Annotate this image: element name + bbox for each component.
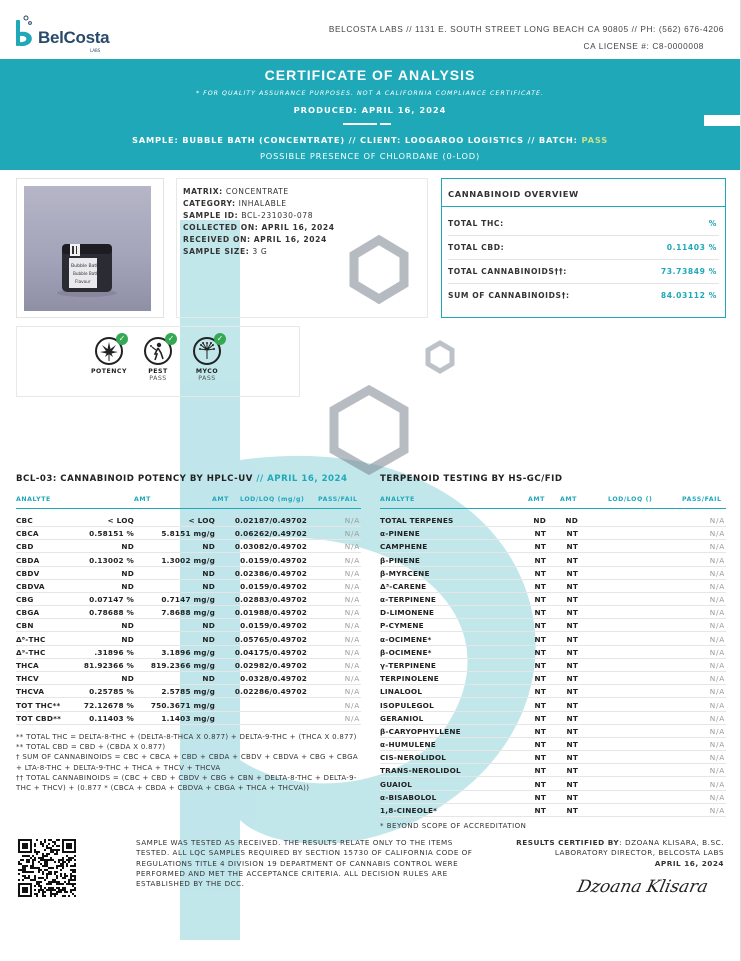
terpene-cell-amt1: NT	[534, 555, 546, 565]
badge-potency: ✓ POTENCY	[91, 334, 127, 375]
potency-cell-lodloq: 0.03082/0.49702	[234, 542, 307, 552]
logo-mark-icon	[14, 14, 36, 48]
terpene-row	[380, 778, 726, 791]
potency-row	[16, 593, 361, 606]
terpene-row	[380, 804, 726, 817]
terpene-cell-analyte: β-MYRCENE	[380, 568, 430, 578]
terpene-cell-analyte: LINALOOL	[380, 687, 423, 697]
terpene-cell-amt1: NT	[534, 581, 546, 591]
test-statement: SAMPLE WAS TESTED AS RECEIVED. THE RESULTS RELATE ONLY TO THE ITEMS TESTED. ALL LQC SAMPLES REQUIRED BY SECTION 15730 OF CALIFORNIA CODE OF REGULATIONS TITLE 4 DIVISION 19 DEPARTMENT OF CANNABIS CONTROL WERE PERFORMED AND MET THE ACCEPTANCE CRITERIA. ALL DECISION RULES ARE ESTABLISHED BY THE DCC.	[136, 838, 473, 889]
terpene-cell-passfail: N/A	[709, 581, 725, 591]
potency-cell-lodloq: 0.02883/0.49702	[234, 595, 307, 605]
batch-status: PASS	[581, 135, 609, 145]
certificate-title: CERTIFICATE OF ANALYSIS	[264, 67, 476, 83]
terpene-row	[380, 527, 726, 540]
terpene-cell-amt2: NT	[566, 634, 578, 644]
terpene-cell-passfail: N/A	[709, 555, 725, 565]
terpene-cell-amt1: NT	[534, 740, 546, 750]
jar-label-2: Bubble Bath	[73, 271, 99, 276]
potency-cell-lodloq: 0.0159/0.49702	[240, 555, 307, 565]
potency-cell-pct: 0.07147 %	[89, 595, 134, 605]
terpene-cell-amt1: NT	[534, 726, 546, 736]
terpene-cell-analyte: γ-TERPINENE	[380, 660, 437, 670]
terpene-row	[380, 712, 726, 725]
sample-metadata	[176, 178, 428, 318]
banner-separator	[343, 123, 391, 125]
potency-cell-analyte: CBN	[16, 621, 34, 631]
potency-cell-mgg: ND	[202, 581, 215, 591]
potency-cell-analyte: CBDVA	[16, 581, 45, 591]
sample-photo	[24, 186, 151, 311]
terpene-cell-amt1: NT	[534, 595, 546, 605]
terpene-cell-analyte: α-BISABOLOL	[380, 792, 437, 802]
potency-cell-mgg: 5.8151 mg/g	[161, 529, 215, 539]
potency-row	[16, 619, 361, 632]
potency-row	[16, 672, 361, 685]
terpene-cell-analyte: Δ³-CARENE	[380, 581, 427, 591]
potency-row	[16, 540, 361, 553]
qr-code[interactable]	[18, 839, 76, 897]
terpene-cell-passfail: N/A	[709, 595, 725, 605]
terpene-cell-amt2: NT	[566, 529, 578, 539]
potency-cell-lodloq: 0.05765/0.49702	[234, 634, 307, 644]
terpene-cell-passfail: N/A	[709, 660, 725, 670]
overview-total-cbd: TOTAL CBD: 0.11403 %	[448, 243, 717, 252]
terpene-cell-amt2: NT	[566, 621, 578, 631]
terpene-cell-analyte: α-PINENE	[380, 529, 420, 539]
terpene-row	[380, 659, 726, 672]
potency-cell-passfail: N/A	[344, 674, 360, 684]
overview-title: CANNABINOID OVERVIEW	[448, 189, 579, 199]
potency-title: BCL-03: CANNABINOID POTENCY BY HPLC-UV // APRIL 16, 2024	[16, 474, 348, 484]
terpene-cell-analyte: GUAIOL	[380, 779, 413, 789]
potency-cell-lodloq: 0.04175/0.49702	[234, 647, 307, 657]
potency-cell-pct: ND	[121, 621, 134, 631]
terpene-cell-amt1: NT	[534, 805, 546, 815]
terpene-row	[380, 672, 726, 685]
meta-received: RECEIVED ON: APRIL 16, 2024	[183, 235, 327, 244]
terpene-cell-passfail: N/A	[709, 516, 725, 525]
terpene-cell-analyte: TERPINOLENE	[380, 674, 439, 684]
potency-cell-analyte: THCV	[16, 674, 39, 684]
potency-cell-mgg: 750.3671 mg/g	[150, 700, 215, 710]
terpene-cell-analyte: TRANS-NEROLIDOL	[380, 766, 461, 776]
potency-cell-mgg: 1.1403 mg/g	[161, 713, 215, 723]
terpene-cell-passfail: N/A	[709, 529, 725, 539]
terpene-cell-amt1: NT	[534, 753, 546, 763]
terpene-cell-amt1: NT	[534, 608, 546, 618]
terpene-row	[380, 738, 726, 751]
terpene-row	[380, 725, 726, 738]
terpene-row	[380, 580, 726, 593]
potency-row	[16, 606, 361, 619]
terpene-cell-amt2: NT	[566, 674, 578, 684]
potency-cell-mgg: 3.1896 mg/g	[161, 647, 215, 657]
terpene-cell-passfail: N/A	[709, 753, 725, 763]
overview-total-thc: TOTAL THC: %	[448, 219, 717, 228]
potency-row	[16, 554, 361, 567]
terpene-cell-amt1: NT	[534, 766, 546, 776]
terpene-cell-amt2: NT	[566, 608, 578, 618]
potency-cell-lodloq: 0.02982/0.49702	[234, 660, 307, 670]
terpene-cell-analyte: β-CARYOPHYLLENE	[380, 726, 461, 736]
potency-cell-lodloq: 0.0159/0.49702	[240, 621, 307, 631]
terpene-row	[380, 619, 726, 632]
terpene-cell-amt2: NT	[566, 555, 578, 565]
terpene-cell-passfail: N/A	[709, 674, 725, 684]
potency-cell-mgg: ND	[202, 634, 215, 644]
potency-row	[16, 712, 361, 725]
certification: RESULTS CERTIFIED BY: DZOANA KLISARA, B.SC. LABORATORY DIRECTOR, BELCOSTA LABS APRIL 16, 2024	[516, 838, 724, 868]
potency-cell-analyte: THCVA	[16, 687, 45, 697]
potency-row	[16, 514, 361, 527]
potency-cell-passfail: N/A	[344, 516, 360, 525]
logo-sub: LABS	[90, 48, 101, 53]
potency-cell-mgg: ND	[202, 542, 215, 552]
note-sum-cannabinoids: † SUM OF CANNABINOIDS = CBC + CBCA + CBD + CBDA + CBDV + CBDVA + CBG + CBGA + LTA-8-THC + DELTA-9-THC + THCA + THCV + THCVA	[16, 753, 358, 772]
terpene-cell-amt1: NT	[534, 634, 546, 644]
terpene-cell-analyte: 1,8-CINEOLE*	[380, 805, 438, 815]
terpene-row	[380, 593, 726, 606]
terpene-cell-analyte: β-OCIMENE*	[380, 647, 432, 657]
potency-cell-lodloq: 0.06262/0.49702	[234, 529, 307, 539]
potency-row	[16, 633, 361, 646]
terpene-cell-amt2: NT	[566, 713, 578, 723]
check-icon: ✓	[214, 333, 226, 345]
terpene-row	[380, 646, 726, 659]
potency-cell-lodloq: 0.0159/0.49702	[240, 581, 307, 591]
potency-cell-lodloq: 0.02386/0.49702	[234, 568, 307, 578]
sample-line	[0, 135, 740, 145]
potency-cell-passfail: N/A	[344, 700, 360, 710]
potency-cell-pct: .31896 %	[94, 647, 134, 657]
terpene-cell-analyte: α-TERPINENE	[380, 595, 437, 605]
potency-cell-analyte: Δ⁹-THC	[16, 647, 46, 657]
terpene-cell-amt1: NT	[534, 568, 546, 578]
terpene-cell-amt2: NT	[566, 792, 578, 802]
potency-row	[16, 659, 361, 672]
terpene-cell-passfail: N/A	[709, 713, 725, 723]
terpene-cell-passfail: N/A	[709, 805, 725, 815]
potency-cell-mgg: 0.7147 mg/g	[161, 595, 215, 605]
title-banner	[0, 59, 740, 170]
terpene-cell-amt1: NT	[534, 529, 546, 539]
potency-cell-lodloq: 0.02187/0.49702	[234, 516, 307, 525]
terpene-cell-passfail: N/A	[709, 687, 725, 697]
terpene-cell-analyte: α-OCIMENE*	[380, 634, 432, 644]
potency-cell-analyte: CBD	[16, 542, 34, 552]
potency-cell-passfail: N/A	[344, 568, 360, 578]
terpene-cell-passfail: N/A	[709, 740, 725, 750]
potency-cell-analyte: CBCA	[16, 529, 39, 539]
meta-sample-id: SAMPLE ID: BCL-231030-078	[183, 211, 314, 220]
cannabinoid-overview	[441, 178, 726, 318]
potency-cell-analyte: TOT CBD**	[16, 713, 62, 723]
terpene-cell-amt2: NT	[566, 542, 578, 552]
jar-label-3: Flavour	[75, 279, 91, 284]
badge-pest: ✓ PEST PASS	[138, 337, 178, 382]
terpene-cell-amt2: NT	[566, 568, 578, 578]
potency-cell-analyte: CBC	[16, 516, 33, 525]
terpene-cell-passfail: N/A	[709, 779, 725, 789]
terpene-cell-amt1: NT	[534, 713, 546, 723]
overview-total-cannabinoids: TOTAL CANNABINOIDS††: 73.73849 %	[448, 267, 717, 276]
terpene-cell-passfail: N/A	[709, 700, 725, 710]
terpene-cell-amt2: NT	[566, 753, 578, 763]
potency-cell-passfail: N/A	[344, 647, 360, 657]
terpene-cell-passfail: N/A	[709, 542, 725, 552]
badge-myco: ✓ MYCO PASS	[187, 337, 227, 382]
calculation-notes	[16, 732, 366, 793]
logo-text: BelCosta	[38, 28, 110, 47]
note-total-cbd: ** TOTAL CBD = CBD + (CBDA X 0.877)	[16, 743, 166, 752]
terpene-cell-analyte: ISOPULEGOL	[380, 700, 434, 710]
note-total-thc: ** TOTAL THC = DELTA-8-THC + (DELTA-8-THCA X 0.877) + DELTA-9-THC + (THCA X 0.877)	[16, 733, 357, 741]
potency-cell-pct: 0.11403 %	[89, 713, 134, 723]
terpene-cell-amt2: NT	[566, 660, 578, 670]
check-icon: ✓	[165, 333, 177, 345]
beyond-scope-note: * BEYOND SCOPE OF ACCREDITATION	[380, 822, 527, 830]
terpene-cell-amt2: NT	[566, 647, 578, 657]
terpene-cell-amt2: NT	[566, 595, 578, 605]
potency-cell-pct: ND	[121, 674, 134, 684]
terpene-cell-analyte: CAMPHENE	[380, 542, 428, 552]
terpene-row	[380, 540, 726, 553]
terpene-row	[380, 791, 726, 804]
test-badges	[16, 326, 300, 397]
terpene-row	[380, 554, 726, 567]
terpene-cell-amt2: NT	[566, 805, 578, 815]
potency-cell-analyte: Δ⁸-THC	[16, 634, 46, 644]
certificate-page: BelCosta LABS BELCOSTA LABS // 1131 E. SOUTH STREET LONG BEACH CA 90805 // PH: (562) 676-4206 CA LICENSE #: C8-0000008 CERTIFICATE OF ANALYSIS * FOR QUALITY ASSURANCE PURPOSES. NOT A CALIFORNIA COMPLIANCE CERTIFICATE. PRODUCED: APRIL 16, 2024 SAMPLE: BUBBLE BATH (CONCENTRATE) // CLIENT: LOOGAROO LOGISTICS // BATCH: PASS POSSIBLE PRESENCE OF CHLORDANE (0-LOD) Bubble Bath Bubble Bath Flavour MATRIX: CONCENTRATE CATEGORY: INHALABLE SAMPLE ID: BCL-231030-078 COLLECTED ON: APRIL 16, 2024 RECEIVED ON: APRIL 16, 2024 SAMPLE SIZE: 3 G CANNABINOID OVERVIEW TOTAL THC: % TOTAL CBD: 0.11403 % TOTAL CANNABINOIDS††: 73.73849 % SUM OF CANNABINOIDS†: 84.03112 % ✓ POTENCY ✓ PEST PASS ✓ MYCO PASS BCL-03: CANNABINOID POTENCY BY HPLC-UV // APRIL 16, 2024 TERPENOID TESTING BY HS-GC/FID ANALYTE AMT AMT LOD/LOQ (mg/g) PASS/FAIL CBC < LOQ < LOQ 0.02187/0.49702 N/A CBCA 0.58151 % 5.8151 mg/g 0.06262/0.49702 N/A CBD ND ND 0.03082/0.49702 N/A CBDA 0.13002 % 1.3002 mg/g 0.0159/0.49702 N/A CBDV ND ND 0.02386/0.49702 N/A CBDVA ND ND 0.0159/0.49702 N/A CBG 0.07147 % 0.7147 mg/g 0.02883/0.49702 N/A CBGA 0.78688 % 7.8688 mg/g 0.01988/0.49702 N/A CBN ND ND 0.0159/0.49702 N/A Δ⁸-THC ND ND 0.05765/0.49702 N/A Δ⁹-THC .31896 % 3.1896 mg/g 0.04175/0.49702 N/A THCA 81.92366 % 819.2366 mg/g 0.02982/0.49702 N/A THCV ND ND 0.0328/0.49702 N/A THCVA 0.25785 % 2.5785 mg/g 0.02286/0.49702 N/A TOT THC** 72.12678 % 750.3671 mg/g N/A TOT CBD** 0.11403 % 1.1403 mg/g N/A ANALYTE AMT AMT LOD/LOQ () PASS/FAIL TOTAL TERPENES ND ND N/A α-PINENE NT NT N/A CAMPHENE NT NT N/A β-PINENE NT NT N/A β-MYRCENE NT NT N/A Δ³-CARENE NT NT N/A α-TERPINENE NT NT N/A D-LIMONENE NT NT N/A P-CYMENE NT NT N/A α-OCIMENE* NT NT N/A β-OCIMENE* NT NT N/A γ-TERPINENE NT NT N/A TERPINOLENE NT NT N/A LINALOOL NT NT N/A ISOPULEGOL NT NT N/A GERANIOL NT NT N/A β-CARYOPHYLLENE NT NT N/A α-HUMULENE NT NT N/A CIS-NEROLIDOL NT NT N/A TRANS-NEROLIDOL NT NT N/A GUAIOL NT NT N/A α-BISABOLOL NT NT N/A 1,8-CINEOLE* NT NT N/A ** TOTAL THC = DELTA-8-THC + (DELTA-8-THCA X 0.877) + DELTA-9-THC + (THCA X 0.877) ** TOTAL CBD = CBD + (CBDA X 0.877) † SUM OF CANNABINOIDS = CBC + CBCA + CBD + CBDA + CBDV + CBDVA + CBG + CBGA + LTA-8-THC + DELTA-9-THC + THCA + THCV + THCVA †† TOTAL CANNABINOIDS = (CBC + CBD + CBDV + CBG + CBN + DELTA-8-THC + DELTA-9-THC + THCV) + (0.877 * (CBCA + CBDA + CBDVA + CBGA + THCA + THCVA)) * BEYOND SCOPE OF ACCREDITATION SAMPLE WAS TESTED AS RECEIVED. THE RESULTS RELATE ONLY TO THE ITEMS TESTED. ALL LQC SAMPLES REQUIRED BY SECTION 15730 OF CALIFORNIA CODE OF REGULATIONS TITLE 4 DIVISION 19 DEPARTMENT OF CANNABIS CONTROL WERE PERFORMED AND MET THE ACCEPTANCE CRITERIA. ALL DECISION RULES ARE ESTABLISHED BY THE DCC. RESULTS CERTIFIED BY: DZOANA KLISARA, B.SC. LABORATORY DIRECTOR, BELCOSTA LABS APRIL 16, 2024 Dzoana Klisara	[0, 0, 741, 961]
potency-cell-pct: ND	[121, 568, 134, 578]
potency-cell-passfail: N/A	[344, 687, 360, 697]
potency-cell-pct: ND	[121, 634, 134, 644]
meta-category: CATEGORY: INHALABLE	[183, 199, 287, 208]
produced-date: PRODUCED: APRIL 16, 2024	[293, 105, 447, 115]
potency-cell-mgg: ND	[202, 674, 215, 684]
terpene-row	[380, 699, 726, 712]
potency-cell-lodloq: 0.0328/0.49702	[240, 674, 307, 684]
terpene-cell-amt2: NT	[566, 700, 578, 710]
potency-row	[16, 567, 361, 580]
terpene-cell-passfail: N/A	[709, 766, 725, 776]
terpene-cell-passfail: N/A	[709, 647, 725, 657]
terpene-cell-passfail: N/A	[709, 634, 725, 644]
terpene-row	[380, 514, 726, 527]
terpene-cell-amt2: NT	[566, 581, 578, 591]
terpene-cell-passfail: N/A	[709, 568, 725, 578]
terpene-cell-amt1: ND	[533, 516, 546, 525]
qa-disclaimer: * FOR QUALITY ASSURANCE PURPOSES. NOT A CALIFORNIA COMPLIANCE CERTIFICATE.	[195, 90, 545, 97]
potency-cell-analyte: TOT THC**	[16, 700, 61, 710]
terpene-cell-analyte: β-PINENE	[380, 555, 421, 565]
banner-tab	[704, 115, 740, 126]
potency-cell-analyte: CBDA	[16, 555, 40, 565]
terpene-row	[380, 764, 726, 777]
check-icon: ✓	[116, 333, 128, 345]
potency-row	[16, 527, 361, 540]
potency-cell-mgg: ND	[202, 621, 215, 631]
meta-collected: COLLECTED ON: APRIL 16, 2024	[183, 223, 335, 232]
potency-cell-pct: 81.92366 %	[83, 660, 134, 670]
terpene-cell-analyte: CIS-NEROLIDOL	[380, 753, 447, 763]
potency-cell-passfail: N/A	[344, 555, 360, 565]
terpene-cell-amt2: NT	[566, 740, 578, 750]
jar-image	[24, 186, 151, 311]
lab-address: BELCOSTA LABS // 1131 E. SOUTH STREET LONG BEACH CA 90805 // PH: (562) 676-4206	[328, 24, 724, 34]
potency-cell-passfail: N/A	[344, 608, 360, 618]
terpene-cell-amt1: NT	[534, 700, 546, 710]
meta-sample-size: SAMPLE SIZE: 3 G	[183, 247, 268, 256]
terpene-cell-amt2: NT	[566, 766, 578, 776]
potency-cell-passfail: N/A	[344, 660, 360, 670]
potency-cell-passfail: N/A	[344, 581, 360, 591]
terpene-cell-amt1: NT	[534, 542, 546, 552]
potency-row	[16, 580, 361, 593]
terpene-cell-amt2: NT	[566, 726, 578, 736]
potency-cell-mgg: 819.2366 mg/g	[150, 660, 215, 670]
signature-text: Dzoana Klisara	[575, 877, 710, 897]
potency-cell-analyte: THCA	[16, 660, 39, 670]
brand-logo	[14, 14, 109, 48]
note-total-cannabinoids: †† TOTAL CANNABINOIDS = (CBC + CBD + CBDV + CBG + CBN + DELTA-8-THC + DELTA-9-THC + THCV) + (0.877 * (CBCA + CBDA + CBDVA + CBGA + THCA + THCVA))	[16, 773, 357, 793]
terpene-cell-amt1: NT	[534, 647, 546, 657]
terpene-row	[380, 567, 726, 580]
overview-sum-cannabinoids: SUM OF CANNABINOIDS†: 84.03112 %	[448, 291, 717, 300]
terpene-row	[380, 606, 726, 619]
potency-cell-analyte: CBG	[16, 595, 34, 605]
potency-cell-mgg: ND	[202, 568, 215, 578]
possible-presence: POSSIBLE PRESENCE OF CHLORDANE (0-LOD)	[259, 151, 481, 161]
terpene-cell-analyte: α-HUMULENE	[380, 740, 436, 750]
terpene-row	[380, 685, 726, 698]
terpene-cell-amt2: NT	[566, 687, 578, 697]
terpene-cell-passfail: N/A	[709, 608, 725, 618]
potency-row	[16, 646, 361, 659]
potency-cell-mgg: 1.3002 mg/g	[161, 555, 215, 565]
terpene-cell-amt1: NT	[534, 687, 546, 697]
potency-cell-mgg: 7.8688 mg/g	[161, 608, 215, 618]
potency-row	[16, 699, 361, 712]
potency-cell-passfail: N/A	[344, 529, 360, 539]
potency-row	[16, 685, 361, 698]
potency-cell-passfail: N/A	[344, 595, 360, 605]
potency-cell-pct: ND	[121, 542, 134, 552]
terpene-cell-amt1: NT	[534, 779, 546, 789]
potency-cell-pct: 0.78688 %	[89, 608, 134, 618]
terpene-cell-amt1: NT	[534, 792, 546, 802]
potency-cell-mgg: < LOQ	[188, 516, 215, 525]
potency-cell-mgg: 2.5785 mg/g	[161, 687, 215, 697]
potency-cell-pct: < LOQ	[107, 516, 134, 525]
terpene-cell-passfail: N/A	[709, 621, 725, 631]
terpene-cell-amt2: ND	[565, 516, 578, 525]
potency-cell-pct: 72.12678 %	[83, 700, 134, 710]
sample-client-batch: SAMPLE: BUBBLE BATH (CONCENTRATE) // CLIENT: LOOGAROO LOGISTICS // BATCH:	[131, 135, 582, 145]
terpene-cell-analyte: P-CYMENE	[380, 621, 424, 631]
potency-cell-passfail: N/A	[344, 713, 360, 723]
potency-cell-analyte: CBGA	[16, 608, 40, 618]
terpene-cell-analyte: GERANIOL	[380, 713, 424, 723]
terpene-cell-analyte: TOTAL TERPENES	[380, 516, 454, 525]
potency-cell-passfail: N/A	[344, 621, 360, 631]
terpenoid-title: TERPENOID TESTING BY HS-GC/FID	[380, 474, 563, 484]
potency-cell-passfail: N/A	[344, 542, 360, 552]
terpene-cell-passfail: N/A	[709, 792, 725, 802]
terpene-row	[380, 751, 726, 764]
potency-cell-analyte: CBDV	[16, 568, 40, 578]
potency-cell-pct: 0.13002 %	[89, 555, 134, 565]
potency-cell-pct: ND	[121, 581, 134, 591]
sample-photo-box	[16, 178, 164, 318]
potency-cell-passfail: N/A	[344, 634, 360, 644]
terpene-cell-amt1: NT	[534, 674, 546, 684]
director-signature	[572, 866, 722, 906]
terpene-cell-analyte: D-LIMONENE	[380, 608, 435, 618]
lab-license: CA LICENSE #: C8-0000008	[583, 41, 704, 51]
terpene-cell-amt1: NT	[534, 621, 546, 631]
potency-cell-pct: 0.58151 %	[89, 529, 134, 539]
potency-cell-lodloq: 0.01988/0.49702	[234, 608, 307, 618]
jar-label-1: Bubble Bath	[71, 264, 100, 269]
terpene-row	[380, 633, 726, 646]
meta-matrix: MATRIX: CONCENTRATE	[183, 187, 289, 196]
terpene-cell-amt2: NT	[566, 779, 578, 789]
terpene-cell-passfail: N/A	[709, 726, 725, 736]
potency-cell-pct: 0.25785 %	[89, 687, 134, 697]
terpene-cell-amt1: NT	[534, 660, 546, 670]
potency-cell-lodloq: 0.02286/0.49702	[234, 687, 307, 697]
